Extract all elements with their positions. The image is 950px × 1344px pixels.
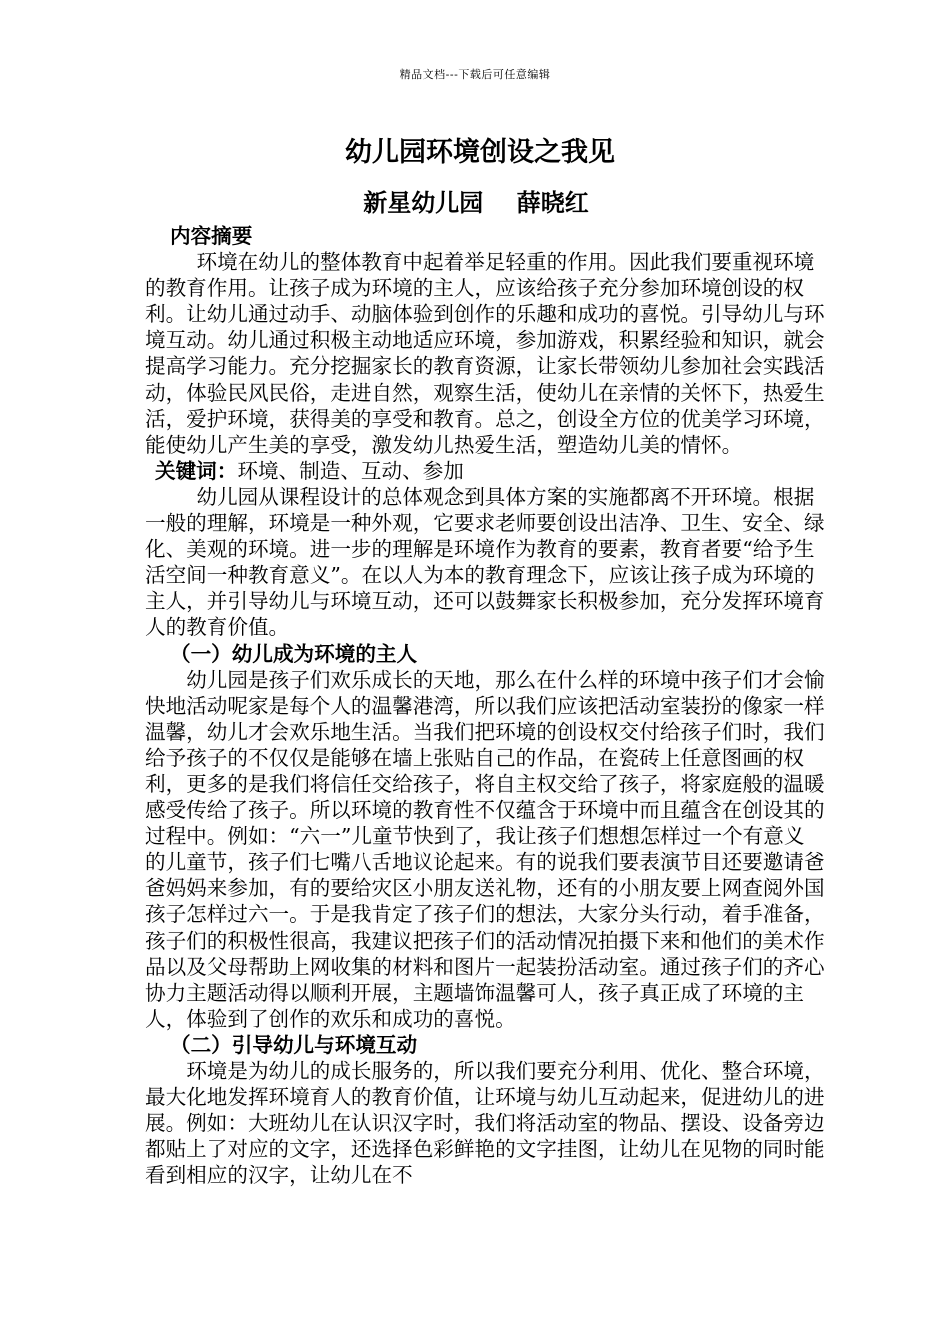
- document-title: 幼儿园环境创设之我见: [345, 137, 615, 168]
- section2-heading: （二）引导幼儿与环境互动: [170, 1032, 418, 1057]
- section1-paragraph: 幼儿园是孩子们欢乐成长的天地，那么在什么样的环境中孩子们才会愉快地活动呢家是每个人的温馨港湾，所以我们应该把活动室装扮的像家一样温馨，幼儿才会欢乐地生活。当我们把环境的创设权交付给孩子们时，我们给予孩子的不仅仅是能够在墙上张贴自己的作品，在瓷砖上任意图画的权利，更多的是我们将信任交给孩子，将自主权交给了孩子，将家庭般的温暖感受传给了孩子。所以环境的教育性不仅蕴含于环境中而且蕴含在创设其的过程中。例如：“六一”儿童节快到了，我让孩子们想想怎样过一个有意义的儿童节，孩子们七嘴八舌地议论起来。有的说我们要表演节目还要邀请爸爸妈妈来参加，有的要给灾区小朋友送礼物，还有的小朋友要上网查阅外国孩子怎样过六一。于是我肯定了孩子们的想法，大家分头行动，着手准备，孩子们的积极性很高，我建议把孩子们的活动情况拍摄下来和他们的美术作品以及父母帮助上网收集的材料和图片一起装扮活动室。通过孩子们的齐心协力主题活动得以顺利开展，主题墙饰温馨可人，孩子真正成了环境的主人，体验到了创作的欢乐和成功的喜悦。: [145, 667, 825, 1031]
- keywords-line: [145, 458, 825, 484]
- keywords-text: 环境、制造、互动、参加: [237, 458, 464, 483]
- section2-paragraph: 环境是为幼儿的成长服务的，所以我们要充分利用、优化、整合环境，最大化地发挥环境育人的教育价值，让环境与幼儿互动起来，促进幼儿的进展。例如：大班幼儿在认识汉字时，我们将活动室的物品、摆设、设备旁边都贴上了对应的文字，还选择色彩鲜艳的文字挂图，让幼儿在见物的同时能看到相应的汉字，让幼儿在不: [145, 1059, 825, 1188]
- keywords-label: 关键词：: [155, 458, 238, 483]
- author-line: 新星幼儿园 薛晓红: [363, 188, 589, 217]
- document-body: [145, 223, 825, 1188]
- intro-paragraph: 幼儿园从课程设计的总体观念到具体方案的实施都离不开环境。根据一般的理解，环境是一种外观，它要求老师要创设出洁净、卫生、安全、绿化、美观的环境。进一步的理解是环境作为教育的要素，教育者要“给予生活空间一种教育意义”。在以人为本的教育理念下，应该让孩子成为环境的主人，并引导幼儿与环境互动，还可以鼓舞家长积极参加，充分发挥环境育人的教育价值。: [145, 484, 825, 640]
- abstract-heading: 内容摘要: [170, 224, 253, 248]
- section1-heading: （一）幼儿成为环境的主人: [170, 641, 418, 666]
- header-note: 精品文档---下载后可任意编辑: [399, 68, 551, 81]
- abstract-paragraph: 环境在幼儿的整体教育中起着举足轻重的作用。因此我们要重视环境的教育作用。让孩子成为环境的主人，应该给孩子充分参加环境创设的权利。让幼儿通过动手、动脑体验到创作的乐趣和成功的喜悦。引导幼儿与环境互动。幼儿通过积极主动地适应环境，参加游戏，积累经验和知识，就会提高学习能力。充分挖掘家长的教育资源，让家长带领幼儿参加社会实践活动，体验民风民俗，走进自然，观察生活，使幼儿在亲情的关怀下，热爱生活，爱护环境，获得美的享受和教育。总之，创设全方位的优美学习环境，能使幼儿产生美的享受，激发幼儿热爱生活，塑造幼儿美的情怀。: [145, 250, 825, 457]
